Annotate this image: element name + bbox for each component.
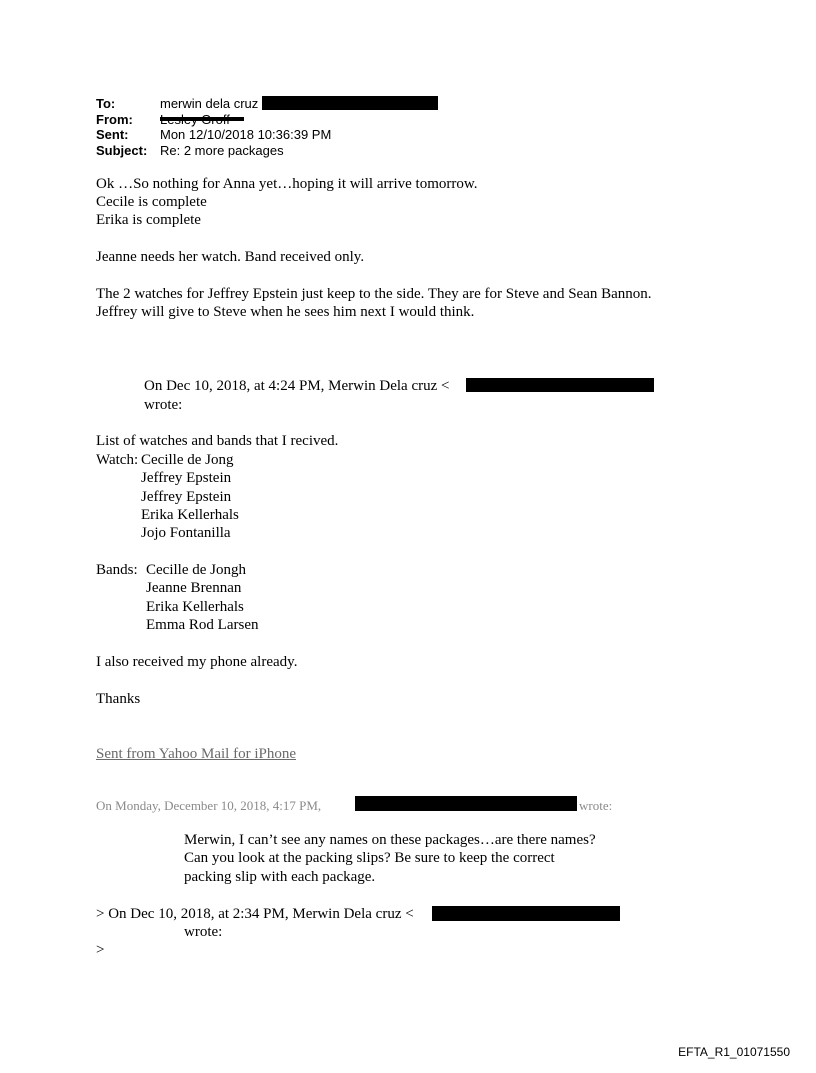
header-sent-row <box>96 128 331 141</box>
watch-item: Jeffrey Epstein <box>141 489 232 505</box>
band-item: Cecille de Jongh <box>146 562 246 578</box>
to-value: merwin dela cruz <box>160 96 259 111</box>
body-line: I also received my phone already. <box>96 654 298 670</box>
redaction-box <box>355 796 577 811</box>
quoted-line: Can you look at the packing slips? Be sure to keep the correct <box>184 850 555 866</box>
watch-item: Jojo Fontanilla <box>141 525 231 541</box>
watch-item: Jeffrey Epstein <box>141 470 232 486</box>
band-item: Jeanne Brennan <box>146 580 242 596</box>
subject-label: Subject: <box>96 143 148 158</box>
quote-marker: > <box>96 942 105 958</box>
quoted-line: Merwin, I can’t see any names on these packages…are there names? <box>184 832 596 848</box>
sent-value: Mon 12/10/2018 10:36:39 PM <box>160 127 332 142</box>
body-line: Thanks <box>96 691 141 707</box>
redaction-box <box>432 906 620 921</box>
redaction-strip <box>160 117 244 121</box>
subject-value: Re: 2 more packages <box>160 143 284 158</box>
header-subject-row <box>96 144 284 157</box>
header-to-row <box>96 97 258 110</box>
from-label: From: <box>96 112 133 127</box>
watch-item: Cecille de Jong <box>141 452 234 468</box>
body-line: The 2 watches for Jeffrey Epstein just keep to the side. They are for Steve and Sean Bannon. <box>96 286 652 302</box>
body-line: Ok …So nothing for Anna yet…hoping it will arrive tomorrow. <box>96 176 478 192</box>
watch-item: Erika Kellerhals <box>141 507 239 523</box>
quote-wrote: wrote: <box>144 397 183 413</box>
quote-intro: On Monday, December 10, 2018, 4:17 PM, <box>96 798 322 813</box>
yahoo-mail-link[interactable]: Sent from Yahoo Mail for iPhone <box>96 746 296 762</box>
body-line: Cecile is complete <box>96 194 207 210</box>
quoted-line: packing slip with each package. <box>184 869 376 885</box>
quote-intro: On Dec 10, 2018, at 4:24 PM, Merwin Dela cruz < <box>144 378 450 394</box>
body-line: Jeffrey will give to Steve when he sees him next I would think. <box>96 304 475 320</box>
body-line: Jeanne needs her watch. Band received only. <box>96 249 365 265</box>
quote-intro: > On Dec 10, 2018, at 2:34 PM, Merwin Dela cruz < <box>96 906 414 922</box>
band-item: Erika Kellerhals <box>146 599 244 615</box>
body-line: Erika is complete <box>96 212 201 228</box>
document-id: EFTA_R1_01071550 <box>678 1045 790 1059</box>
redaction-box <box>466 378 654 392</box>
bands-label: Bands: <box>96 562 138 578</box>
to-label: To: <box>96 96 116 111</box>
band-item: Emma Rod Larsen <box>146 617 259 633</box>
quote-wrote: wrote: <box>184 924 223 940</box>
quote-wrote: wrote: <box>579 798 613 813</box>
list-intro: List of watches and bands that I recived. <box>96 433 339 449</box>
sent-label: Sent: <box>96 127 129 142</box>
watch-label: Watch: <box>96 452 139 468</box>
redaction-box <box>262 96 438 110</box>
